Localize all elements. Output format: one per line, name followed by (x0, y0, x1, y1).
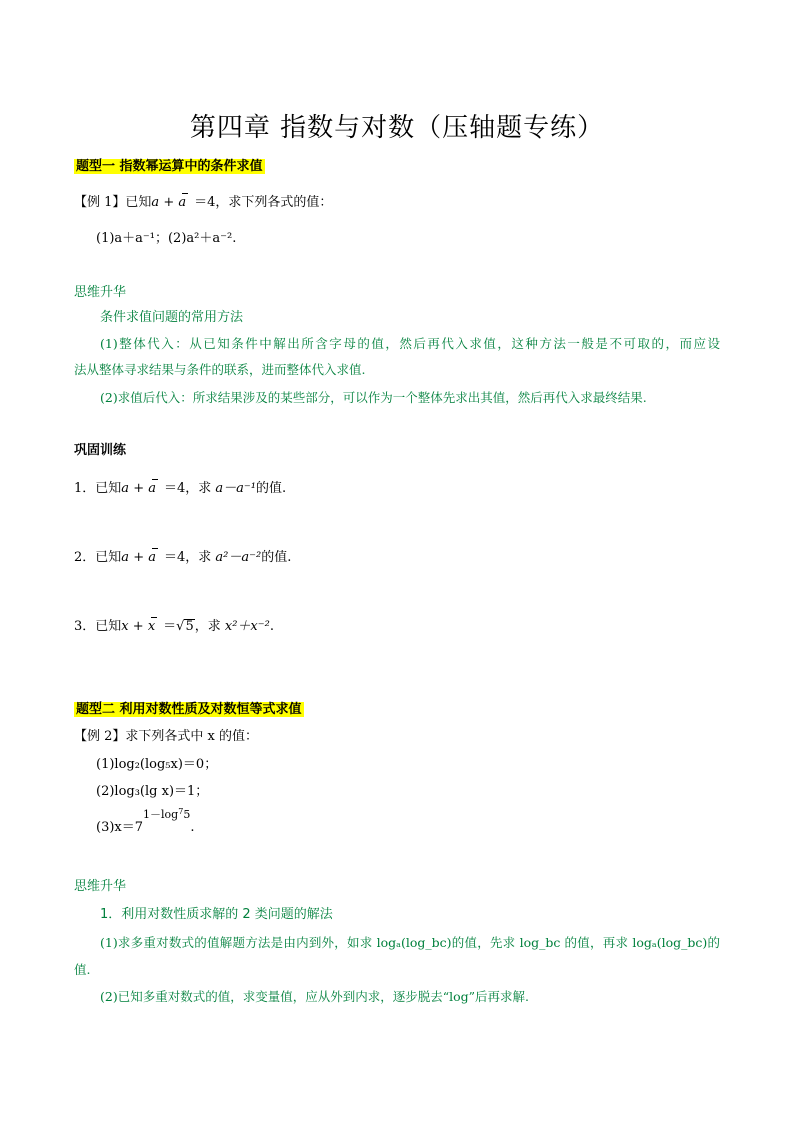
practice-item-2 (74, 548, 291, 568)
var-a: a (148, 481, 156, 496)
item-text: 的值. (255, 481, 287, 496)
practice-heading: 巩固训练 (74, 443, 127, 458)
var-a: a (121, 481, 130, 496)
item-text: 已知 (95, 619, 122, 634)
item-expression: x²＋x⁻² (224, 619, 270, 634)
thinking-heading-1: 思维升华 (74, 285, 127, 300)
page-title: 第四章 指数与对数（压轴题专练） (189, 113, 605, 143)
example-2-line-2: (2)log₃(lg x)＝1； (96, 784, 209, 799)
example-text-post: ＝4，求下列各式的值： (194, 195, 333, 210)
thinking-subheading-1: 条件求值问题的常用方法 (100, 310, 244, 325)
example-2-line-1: (1)log₂(log₅x)＝0； (96, 757, 218, 772)
item-expression: a－a⁻¹ (215, 481, 256, 496)
line-3-end: . (190, 820, 195, 835)
practice-item-1 (74, 479, 286, 499)
example-2-line-3 (96, 807, 195, 839)
overbar-mark (152, 479, 158, 480)
overbar-mark (182, 193, 188, 194)
example-text-pre: 已知 (125, 195, 152, 210)
example-text: 求下列各式中 x 的值： (125, 729, 259, 744)
thinking-2-paragraph-1: (1)求多重对数式的值解题方法是由内到外，如求 logₐ(log_bc)的值，先求 log_bc 的值，再求 logₐ(log_bc)的 (100, 935, 720, 950)
example-1 (74, 193, 332, 213)
item-text: ＝ (163, 619, 177, 634)
item-text: 已知 (95, 481, 122, 496)
exponent-base: 7 (178, 807, 184, 816)
plus-sign: + (128, 619, 148, 634)
example-label: 【例 1】 (74, 195, 126, 210)
overbar-mark (152, 548, 158, 549)
item-text: ＝4，求 (164, 550, 216, 565)
example-1-subquestions: (1)a＋a⁻¹；(2)a²＋a⁻². (96, 231, 237, 246)
overbar-mark (151, 617, 157, 618)
thinking-paragraph-2: (2)求值后代入：所求结果涉及的某些部分，可以作为一个整体先求出其值，然后再代入求最终结果. (100, 390, 647, 405)
plus-sign: + (129, 481, 149, 496)
thinking-2-paragraph-2: (2)已知多重对数式的值，求变量值，应从外到内求，逐步脱去“log”后再求解. (100, 989, 529, 1004)
section-heading-1-text: 题型一 指数幂运算中的条件求值 (76, 159, 263, 174)
var-a: a (178, 195, 187, 210)
sqrt-icon: √ (176, 619, 185, 634)
exponent-text: 1－log (143, 808, 179, 821)
thinking-heading-2: 思维升华 (74, 879, 127, 894)
plus-sign: + (129, 550, 149, 565)
item-text: 已知 (95, 550, 122, 565)
example-label: 【例 2】 (74, 729, 126, 744)
section-heading-2-text: 题型二 利用对数性质及对数恒等式求值 (76, 702, 302, 717)
thinking-subheading-2: 1．利用对数性质求解的 2 类问题的解法 (100, 907, 333, 922)
var-a: a (151, 195, 160, 210)
item-text: 的值. (261, 550, 292, 565)
var-a: a (121, 550, 130, 565)
item-number: 1． (74, 481, 96, 496)
radicand: 5 (185, 619, 194, 634)
line-3-base: (3)x＝7 (96, 820, 144, 835)
var-x: x (147, 619, 156, 634)
section-heading-1 (74, 158, 265, 176)
var-x: x (121, 619, 129, 634)
item-text: ＝4，求 (164, 481, 216, 496)
var-a: a (148, 550, 156, 565)
item-number: 2． (74, 550, 96, 565)
section-heading-2 (74, 701, 304, 719)
thinking-paragraph-1-cont: 法从整体寻求结果与条件的联系，进而整体代入求值. (74, 362, 366, 377)
exponent (143, 808, 190, 821)
practice-item-3 (74, 617, 274, 637)
item-number: 3． (74, 619, 96, 634)
item-expression: a²－a⁻² (215, 550, 262, 565)
example-2 (74, 727, 258, 747)
item-text: ，求 (194, 619, 225, 634)
plus-sign: + (159, 195, 179, 210)
thinking-paragraph-1: (1)整体代入：从已知条件中解出所含字母的值，然后再代入求值，这种方法一般是不可取的，而应设 (100, 336, 720, 351)
item-text: . (269, 619, 274, 634)
thinking-2-paragraph-1-cont: 值. (74, 962, 91, 977)
exponent-arg: 5 (183, 808, 191, 821)
